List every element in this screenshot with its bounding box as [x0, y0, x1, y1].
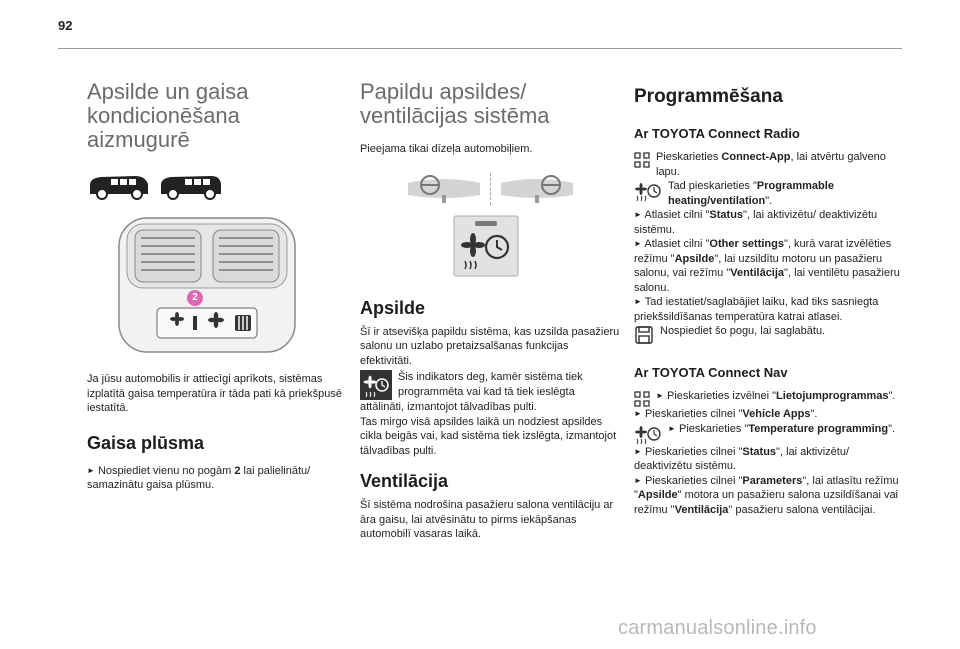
apps-grid-icon	[634, 391, 650, 407]
ventilation-description: Šī sistēma nodrošina pasažieru salona ventilāciju ar āra gaisu, lai atvēsinātu to pirms iekāpšanas automobilī vasaras laikā.	[360, 499, 614, 540]
fan-icon	[170, 312, 184, 326]
column-rear-climate	[87, 80, 349, 493]
watermark: carmanualsonline.info	[618, 617, 817, 639]
page-number: 92	[58, 18, 73, 33]
steering-wheel-diagram	[406, 173, 622, 205]
rear-vent-panel	[117, 216, 297, 354]
nav-step-4: ► Pieskarieties cilnei "Status", lai aktivizētu/ deaktivizētu sistēmu.	[634, 445, 850, 472]
heating-blink-text: Tas mirgo visā apsildes laikā un nodziest apsildes cikla beigās vai, kad sistēma tiek izslēgta, izmantojot tālvadības pulti.	[360, 415, 617, 457]
radio-step-5: ► Tad iestatiet/saglabājiet laiku, kad tiks sasniegta priekšsildīšanas temperatūra katrai atlasei.	[634, 296, 879, 323]
button-number-badge: 2	[187, 290, 203, 306]
connect-radio-title: Ar TOYOTA Connect Radio	[634, 126, 800, 141]
radio-step-6: Nospiediet šo pogu, lai saglabātu.	[660, 325, 826, 337]
steering-wheel-right-icon	[499, 173, 575, 205]
apps-grid-icon	[634, 152, 650, 168]
top-divider	[58, 48, 902, 49]
heating-button-illustration	[453, 215, 622, 277]
heating-description: Šī ir atsevišķa papildu sistēma, kas uzsilda pasažieru salonu un uzlabo pretaizsalšanas funkcijas efektivitāti.	[360, 325, 620, 367]
auxiliary-heating-title: Papildu apsildes/ ventilācijas sistēma	[360, 79, 550, 128]
save-icon	[634, 325, 654, 345]
diesel-note: Pieejama tikai dīzeļa automobiļiem.	[360, 143, 533, 155]
column-auxiliary-heating	[360, 80, 622, 542]
heating-indicator-icon	[360, 370, 392, 400]
radio-step-3: ► Atlasiet cilni "Status", lai aktivizētu/ deaktivizētu sistēmu.	[634, 209, 878, 236]
nav-step-5: ► Pieskarieties cilnei "Parameters", lai atlasītu režīmu "Apsilde" motora un pasažieru salona uzsildīšanai vai režīmu "Ventilācija" pasažieru salona ventilācijai.	[634, 474, 899, 516]
nav-step-2: ► Pieskarieties cilnei "Vehicle Apps".	[634, 408, 818, 420]
airflow-instruction: ► Nospiediet vienu no pogām 2 lai palielinātu/ samazinātu gaisa plūsmu.	[87, 464, 311, 491]
heating-timer-icon	[634, 425, 662, 445]
nav-step-3: ► Pieskarieties "Temperature programming".	[668, 422, 896, 435]
steering-wheel-left-icon	[406, 173, 482, 205]
rear-climate-intro: Ja jūsu automobilis ir attiecīgi aprīkots, sistēmas izplatītā gaisa temperatūra ir tāda pati kā priekšpusē iestatītā.	[87, 373, 342, 414]
heating-remote-text: attālināti, izmantojot tālvadības pulti.	[360, 401, 537, 413]
heating-title: Apsilde	[360, 297, 426, 318]
ventilation-title: Ventilācija	[360, 471, 449, 491]
connect-nav-title: Ar TOYOTA Connect Nav	[634, 365, 788, 380]
radio-step-4: ► Atlasiet cilni "Other settings", kurā varat izvēlēties režīmu "Apsilde", lai uzsildītu motoru un pasažieru salonu, vai režīmu "Ventilācija", lai ventilētu pasažieru salonu.	[634, 238, 900, 294]
radio-step-2: Tad pieskarieties "Programmable heating/ventilation".	[668, 180, 834, 207]
column-programming	[634, 80, 900, 517]
van-icon	[87, 172, 151, 200]
fan-large-icon	[208, 312, 224, 328]
rear-climate-title: Apsilde un gaisa kondicionēšana aizmugurē	[87, 79, 249, 152]
heating-timer-icon	[634, 182, 662, 202]
van-long-icon	[159, 172, 223, 200]
airflow-title: Gaisa plūsma	[87, 432, 205, 453]
nav-step-1: ► Pieskarieties izvēlnei "Lietojumprogrammas".	[656, 390, 896, 402]
programming-title: Programmēšana	[634, 86, 783, 107]
heating-indicator-text: Šis indikators deg, kamēr sistēma tiek programmēta vai kad tā tiek ieslēgta	[398, 371, 583, 398]
radio-step-1: Pieskarieties Connect-App, lai atvērtu galveno lapu.	[656, 151, 886, 178]
